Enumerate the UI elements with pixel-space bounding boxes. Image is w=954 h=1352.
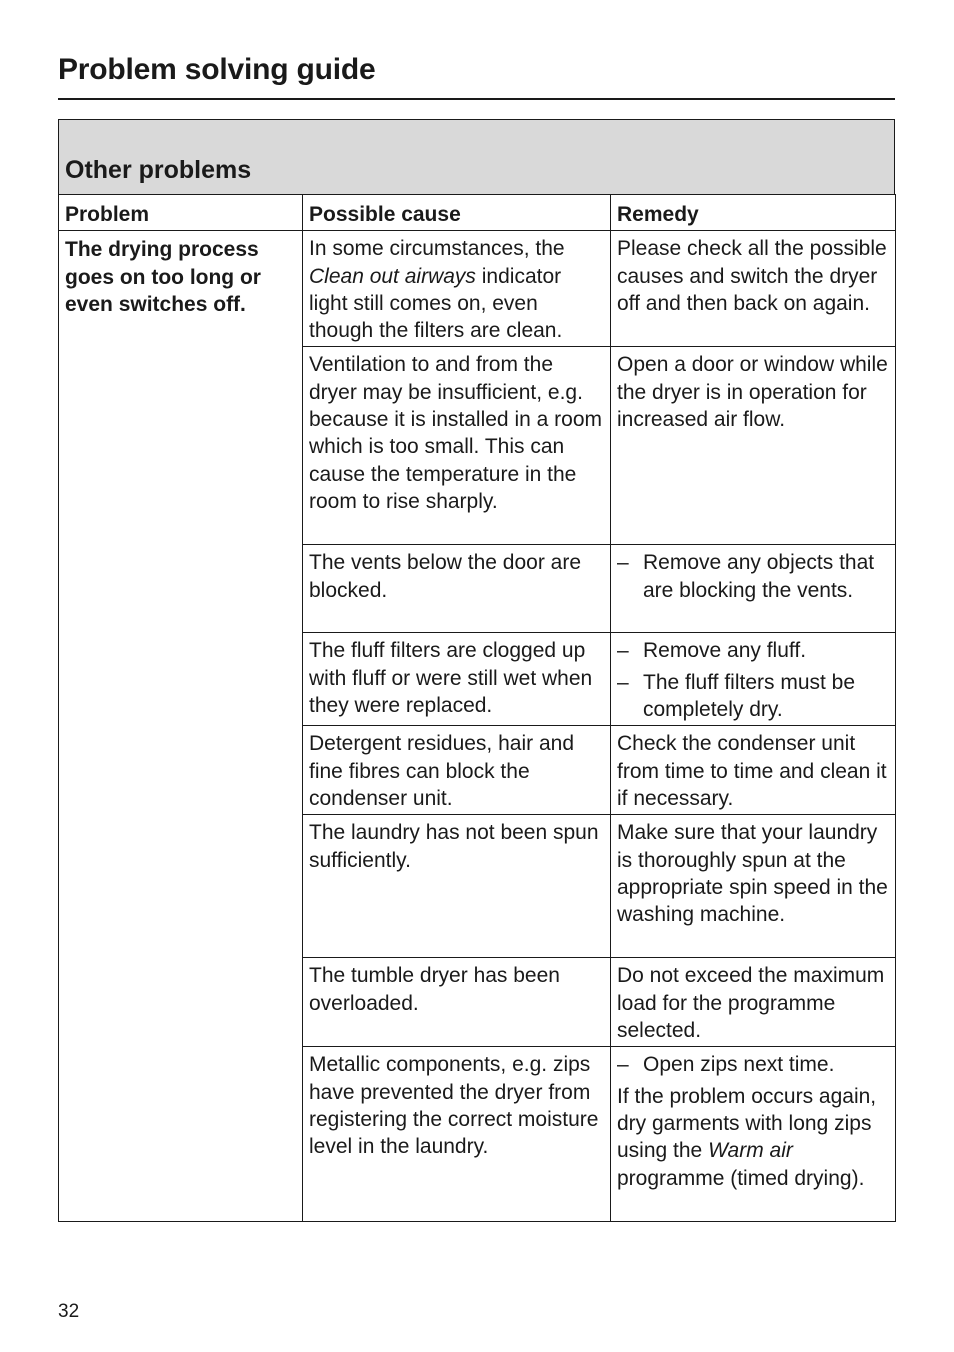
remedy-cell: [611, 545, 896, 633]
section-header: [58, 119, 895, 194]
remedy-list-item: – Remove any objects that are blocking the vents.: [617, 549, 889, 604]
programme-name: Warm air: [708, 1139, 793, 1163]
remedy-list-item: – Remove any fluff.: [617, 637, 889, 664]
remedy-cell: Make sure that your laundry is thoroughly spun at the appropriate spin speed in the washing machine.: [611, 815, 896, 958]
header-possible-cause: Possible cause: [303, 195, 611, 231]
remedy-text: If the problem occurs again, dry garments with long zips using the: [617, 1084, 877, 1163]
remedy-list-item: – The fluff filters must be completely dry.: [617, 669, 889, 724]
cause-cell: Ventilation to and from the dryer may be insufficient, e.g. because it is installed in a room which is too small. This can cause the temperature in the room to rise sharply.: [303, 347, 611, 545]
header-problem: Problem: [59, 195, 303, 231]
cause-cell: The tumble dryer has been overloaded.: [303, 958, 611, 1047]
remedy-cell: Check the condenser unit from time to time and clean it if necessary.: [611, 726, 896, 815]
remedy-text: programme (timed drying).: [617, 1166, 865, 1190]
header-remedy: Remedy: [611, 195, 896, 231]
cause-cell: Metallic components, e.g. zips have prevented the dryer from registering the correct moisture level in the laundry.: [303, 1047, 611, 1222]
problem-table: [58, 194, 896, 1222]
page-title: Problem solving guide: [58, 53, 376, 86]
remedy-list: [617, 637, 889, 723]
remedy-list-item: – Open zips next time.: [617, 1051, 889, 1078]
table-row: [59, 231, 896, 347]
cause-text: indicator light still comes on, even though the filters are clean.: [309, 264, 563, 343]
remedy-note: [617, 1083, 889, 1192]
problem-cell: The drying process goes on too long or even switches off.: [59, 231, 303, 1222]
remedy-cell: [611, 1047, 896, 1222]
remedy-list: [617, 549, 889, 604]
remedy-list: [617, 1051, 889, 1078]
cause-cell: The fluff filters are clogged up with fluff or were still wet when they were replaced.: [303, 633, 611, 726]
remedy-cell: Do not exceed the maximum load for the programme selected.: [611, 958, 896, 1047]
page-number: 32: [58, 1301, 80, 1322]
table-header-row: [59, 195, 896, 231]
cause-cell: The vents below the door are blocked.: [303, 545, 611, 633]
indicator-name: Clean out airways: [309, 264, 476, 288]
other-problems-panel: [58, 119, 895, 1222]
cause-text: In some circumstances, the: [309, 237, 565, 261]
title-divider: [58, 98, 895, 100]
cause-cell: [303, 231, 611, 347]
cause-cell: The laundry has not been spun sufficiently.: [303, 815, 611, 958]
section-title: Other problems: [65, 156, 252, 184]
remedy-cell: Please check all the possible causes and switch the dryer off and then back on again.: [611, 231, 896, 347]
cause-cell: Detergent residues, hair and fine fibres can block the condenser unit.: [303, 726, 611, 815]
remedy-cell: Open a door or window while the dryer is in operation for increased air flow.: [611, 347, 896, 545]
remedy-cell: [611, 633, 896, 726]
